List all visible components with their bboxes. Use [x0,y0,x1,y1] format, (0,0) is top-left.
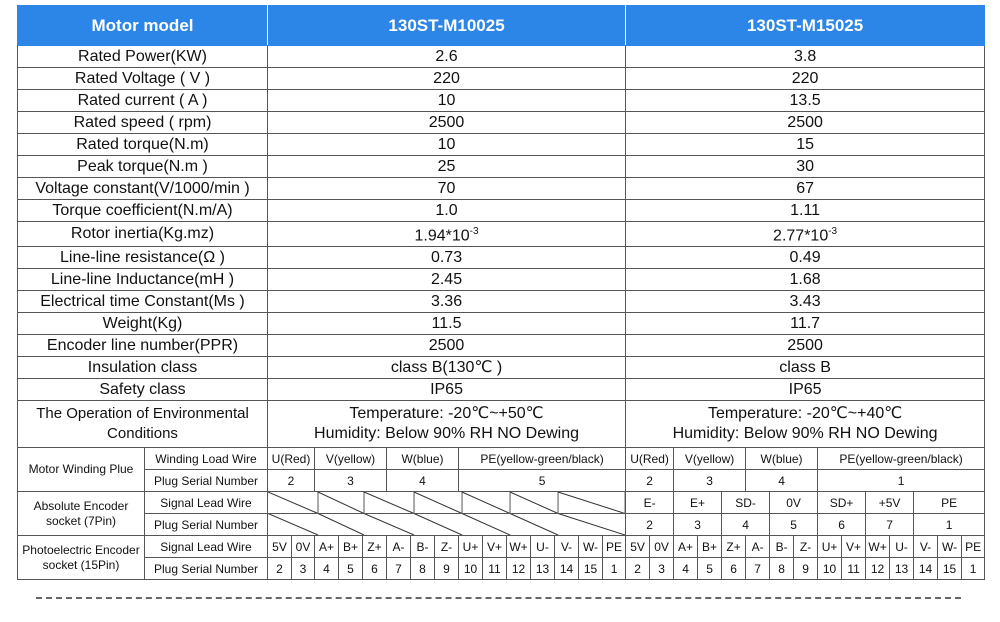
spec-value-model-2 [626,357,985,379]
photo-wire-model-1: V- [555,536,579,558]
photo-wire-model-1: U- [531,536,555,558]
winding-wire-model-2: PE(yellow-green/black) [818,448,985,470]
model-1-header: 130ST-M10025 [268,6,626,46]
spec-value: 2500 [787,336,823,354]
winding-wire-model-1: PE(yellow-green/black) [459,448,626,470]
photo-number-model-2: 4 [674,558,698,580]
photo-wire-model-2: U- [890,536,914,558]
photo-wire-model-1: U+ [459,536,483,558]
photo-wire-model-1: 0V [292,536,315,558]
spec-value-model-1 [268,200,626,222]
spec-value: 10 [437,91,456,109]
temperature-model-1: Temperature: -20℃~+50℃ [349,405,544,423]
photo-wire-model-1: B- [411,536,435,558]
photo-number-model-1: 3 [292,558,315,580]
photo-number-model-1: 14 [555,558,579,580]
photo-number-model-2: 2 [626,558,650,580]
spec-value: 2500 [428,336,465,354]
spec-label: Line-line Inductance(mH ) [18,269,268,291]
winding-number-row [18,470,985,492]
spec-row [18,112,985,134]
photo-encoder-label: Photoelectric Encoder socket (15Pin) [18,536,145,580]
spec-value: IP65 [430,380,463,398]
spec-label: Line-line resistance(Ω ) [18,247,268,269]
spec-value-model-1 [268,90,626,112]
diagonal-hatch [268,492,625,535]
spec-value-model-1 [268,112,626,134]
spec-value-model-1 [268,291,626,313]
photo-number-model-2: 10 [818,558,842,580]
spec-value-model-2 [626,156,985,178]
winding-number-model-1: 4 [387,470,459,492]
spec-value: 11.5 [431,314,462,332]
winding-label: Motor Winding Plue [18,448,145,492]
photo-number-model-1: 6 [363,558,387,580]
photo-number-model-1: 11 [483,558,507,580]
winding-wire-model-2: W(blue) [746,448,818,470]
spec-label: Safety class [18,379,268,401]
spec-value: 0.49 [789,248,821,266]
photo-number-model-2: 9 [794,558,818,580]
photo-wire-model-2: W- [938,536,962,558]
spec-row [18,200,985,222]
photo-wire-row [18,536,985,558]
photo-wire-model-2: V- [914,536,938,558]
spec-value: 220 [433,69,460,87]
winding-number-model-1: 3 [315,470,387,492]
spec-value-model-1 [268,357,626,379]
spec-value-model-2 [626,269,985,291]
winding-wire-model-2: U(Red) [626,448,674,470]
spec-value-model-1 [268,222,626,247]
spec-value-model-1 [268,156,626,178]
spec-value-model-2 [626,46,985,68]
photo-wire-model-2: V+ [842,536,866,558]
photo-number-model-1: 4 [315,558,339,580]
spec-value: 15 [796,135,814,153]
dashed-divider [36,597,961,599]
spec-row [18,313,985,335]
winding-number-model-2: 2 [626,470,674,492]
photo-wire-model-1: V+ [483,536,507,558]
spec-value: 3.36 [430,292,463,310]
spec-value-model-1 [268,379,626,401]
winding-sub-label: Winding Load Wire [145,448,268,470]
spec-value-model-2 [626,247,985,269]
absolute-wire-model-2: E- [626,492,674,514]
spec-label: Rated current ( A ) [18,90,268,112]
hatch-line [318,492,364,514]
absolute-wire-model-2: +5V [866,492,914,514]
photo-wire-model-1: 5V [268,536,292,558]
spec-value: 13.5 [789,91,821,109]
environment-label: The Operation of Environmental Conditions [18,401,268,448]
spec-value: 10 [437,135,456,153]
spec-row [18,291,985,313]
absolute-number-model-2: 2 [626,514,674,536]
absolute-sub-label: Plug Serial Number [145,514,268,536]
spec-value-model-1 [268,68,626,90]
spec-value: 1.11 [790,201,821,219]
spec-value: 1.94*10 [414,227,470,245]
photo-wire-model-2: 5V [626,536,650,558]
winding-number-model-1: 5 [459,470,626,492]
spec-value-model-1 [268,178,626,200]
hatch-line [364,514,414,536]
photo-wire-model-2: A- [746,536,770,558]
winding-wire-model-1: W(blue) [387,448,459,470]
spec-label: Insulation class [18,357,268,379]
hatch-line [318,514,364,536]
spec-row [18,357,985,379]
absolute-number-model-2: 4 [722,514,770,536]
photo-number-model-2: 5 [698,558,722,580]
hatch-line [558,492,625,514]
spec-value-model-2 [626,335,985,357]
spec-label: Rated torque(N.m) [18,134,268,156]
winding-wire-model-1: V(yellow) [315,448,387,470]
photo-number-model-2: 13 [890,558,914,580]
spec-value-model-2 [626,200,985,222]
photo-number-model-1: 10 [459,558,483,580]
spec-value-model-2 [626,291,985,313]
photo-number-model-2: 3 [650,558,674,580]
hatch-line [462,492,510,514]
spec-row [18,46,985,68]
spec-value-model-1 [268,247,626,269]
humidity-model-2: Humidity: Below 90% RH NO Dewing [672,425,938,443]
spec-label: Rotor inertia(Kg.mz) [18,222,268,247]
environment-row [18,401,985,448]
winding-sub-label: Plug Serial Number [145,470,268,492]
hatch-line [462,514,510,536]
photo-wire-model-2: W+ [866,536,890,558]
exponent: -3 [469,226,479,237]
winding-number-model-2: 3 [674,470,746,492]
photo-sub-label: Plug Serial Number [145,558,268,580]
spec-value-model-1 [268,269,626,291]
header-row [18,6,985,46]
hatch-line [510,514,558,536]
spec-value: 25 [437,157,456,175]
spec-value-model-2 [626,222,985,247]
winding-number-model-2: 1 [818,470,985,492]
photo-sub-label: Signal Lead Wire [145,536,268,558]
spec-value: class B(130℃ ) [390,358,503,376]
spec-label: Weight(Kg) [18,313,268,335]
absolute-wire-model-2: SD- [722,492,770,514]
photo-wire-model-1: Z+ [363,536,387,558]
motor-model-label: Motor model [18,6,268,46]
photo-number-model-2: 6 [722,558,746,580]
model-2-header: 130ST-M15025 [626,6,985,46]
spec-value: 2.6 [435,47,458,65]
environment-model-1 [268,401,626,448]
spec-value: 2.45 [430,270,463,288]
spec-label: Electrical time Constant(Ms ) [18,291,268,313]
winding-number-model-1: 2 [268,470,315,492]
spec-value-model-2 [626,112,985,134]
spec-value-model-1 [268,335,626,357]
spec-value: 1.0 [435,201,458,219]
spec-value: 3.43 [789,292,821,310]
photo-number-model-1: 5 [339,558,363,580]
spec-row [18,269,985,291]
photo-wire-model-2: 0V [650,536,674,558]
photo-number-model-1: 13 [531,558,555,580]
spec-row [18,68,985,90]
spec-value: 30 [796,157,814,175]
photo-wire-model-2: A+ [674,536,698,558]
spec-row [18,178,985,200]
spec-value-model-1 [268,313,626,335]
hatch-line [414,514,462,536]
photo-wire-model-2: PE [962,536,985,558]
spec-label: Rated Power(KW) [18,46,268,68]
spec-value: 220 [791,69,819,87]
spec-row [18,335,985,357]
absolute-sub-label: Signal Lead Wire [145,492,268,514]
winding-wire-row [18,448,985,470]
photo-wire-model-1: A+ [315,536,339,558]
winding-wire-model-1: U(Red) [268,448,315,470]
spec-value: 2500 [787,113,823,131]
winding-number-model-2: 4 [746,470,818,492]
absolute-number-model-2: 5 [770,514,818,536]
spec-value: 70 [437,179,456,197]
spec-row [18,156,985,178]
absolute-number-model-2: 3 [674,514,722,536]
photo-number-model-1: 8 [411,558,435,580]
photo-number-model-2: 8 [770,558,794,580]
absolute-number-model-2: 1 [914,514,985,536]
photo-wire-model-1: W+ [507,536,531,558]
spec-row [18,90,985,112]
photo-wire-model-2: B+ [698,536,722,558]
photo-wire-model-1: B+ [339,536,363,558]
spec-value-model-2 [626,379,985,401]
motor-spec-table [17,5,985,580]
spec-row [18,222,985,247]
photo-number-row [18,558,985,580]
spec-label: Voltage constant(V/1000/min ) [18,178,268,200]
absolute-encoder-label: Absolute Encoder socket (7Pin) [18,492,145,536]
spec-value: class B [779,358,831,376]
spec-label: Torque coefficient(N.m/A) [18,200,268,222]
spec-value: 3.8 [793,47,817,65]
photo-wire-model-1: W- [579,536,603,558]
winding-wire-model-2: V(yellow) [674,448,746,470]
spec-value: IP65 [788,380,822,398]
absolute-wire-row [18,492,985,514]
photo-number-model-2: 12 [866,558,890,580]
photo-wire-model-2: Z+ [722,536,746,558]
spec-value: 67 [796,179,814,197]
hatch-line [510,492,558,514]
spec-label: Rated speed ( rpm) [18,112,268,134]
spec-value: 11.7 [790,314,821,332]
spec-row [18,247,985,269]
exponent: -3 [828,226,838,237]
photo-number-model-1: 12 [507,558,531,580]
photo-number-model-2: 11 [842,558,866,580]
spec-label: Encoder line number(PPR) [18,335,268,357]
spec-value-model-2 [626,90,985,112]
hatch-line [558,514,625,536]
photo-number-model-2: 15 [938,558,962,580]
spec-value: 0.73 [430,248,463,266]
absolute-wire-model-2: SD+ [818,492,866,514]
photo-number-model-2: 14 [914,558,938,580]
photo-wire-model-2: Z- [794,536,818,558]
photo-number-model-1: 15 [579,558,603,580]
spec-value-model-2 [626,68,985,90]
absolute-wire-model-2: PE [914,492,985,514]
photo-wire-model-2: U+ [818,536,842,558]
photo-wire-model-2: B- [770,536,794,558]
hatch-line [268,492,318,514]
temperature-model-2: Temperature: -20℃~+40℃ [707,405,903,423]
hatch-line [414,492,462,514]
absolute-wire-model-2: E+ [674,492,722,514]
spec-value-model-2 [626,134,985,156]
photo-wire-model-1: A- [387,536,411,558]
photo-number-model-1: 2 [268,558,292,580]
photo-wire-model-1: Z- [435,536,459,558]
absolute-not-applicable-model-1 [268,492,626,536]
spec-value: 1.68 [789,270,821,288]
absolute-number-model-2: 7 [866,514,914,536]
absolute-wire-model-2: 0V [770,492,818,514]
hatch-line [364,492,414,514]
photo-number-model-2: 7 [746,558,770,580]
spec-value-model-1 [268,134,626,156]
spec-value: 2.77*10 [773,227,829,245]
environment-model-2 [626,401,985,448]
spec-label: Peak torque(N.m ) [18,156,268,178]
absolute-number-model-2: 6 [818,514,866,536]
photo-wire-model-1: PE [603,536,626,558]
photo-number-model-1: 7 [387,558,411,580]
spec-row [18,134,985,156]
spec-value-model-2 [626,313,985,335]
spec-value-model-2 [626,178,985,200]
spec-value-model-1 [268,46,626,68]
photo-number-model-2: 1 [962,558,985,580]
spec-label: Rated Voltage ( V ) [18,68,268,90]
photo-number-model-1: 1 [603,558,626,580]
photo-number-model-1: 9 [435,558,459,580]
spec-value: 2500 [428,113,465,131]
hatch-line [268,514,318,536]
spec-row [18,379,985,401]
humidity-model-1: Humidity: Below 90% RH NO Dewing [314,425,580,443]
